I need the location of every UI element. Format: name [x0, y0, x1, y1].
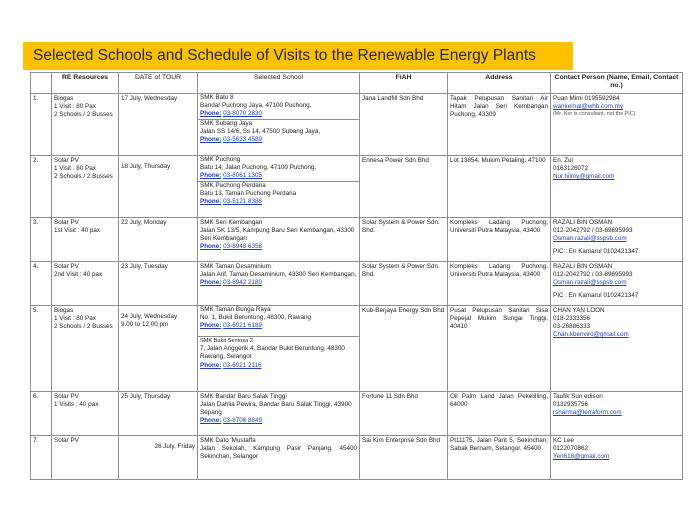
fiah: Solar System & Power Sdn. Bhd.	[360, 262, 448, 306]
contact-name: En. Zul	[553, 157, 573, 164]
school-address: Jalan Arif, Taman Desaminium, 43300 Seri Kembangan,	[200, 271, 357, 279]
selected-school	[198, 262, 360, 306]
contact-phone: 018-2333356	[553, 315, 591, 323]
re-type: Biogas	[54, 307, 74, 314]
table-row	[31, 306, 683, 392]
school-entry	[198, 306, 359, 336]
school-name: SMK Subang Jaya	[200, 120, 253, 128]
contact-phone: 0122070862	[553, 445, 589, 453]
re-visits: 1 Visits : 40 pax	[54, 401, 99, 409]
selected-school	[198, 94, 360, 156]
page-title: Selected Schools and Schedule of Visits to the Renewable Energy Plants	[23, 42, 573, 70]
selected-school	[198, 306, 360, 392]
school-phone-link[interactable]: 03-8070 2830	[223, 110, 262, 118]
table-row	[31, 262, 683, 306]
school-entry	[198, 119, 359, 145]
school-address: No. 1, Bukit Beruntung, 48300, Rawang	[200, 314, 311, 322]
fiah: Sai Kim Enterprise Sdn Bhd	[360, 436, 448, 480]
plant-address: Pt11175, Jalan Parit 5, Sekinchan, Sabak Bernam, Selangor, 45400	[448, 436, 551, 480]
table-row	[31, 436, 683, 480]
tour-date	[119, 306, 198, 392]
contact-email-link[interactable]: rsharma@terraform.com	[553, 409, 622, 417]
school-name: SMK Bandar Baru Salak Tinggi	[200, 393, 287, 400]
re-visits: 1 Visit : 80 Pax	[54, 315, 96, 323]
header-fiah: FiAH	[360, 73, 448, 94]
school-address: 7, Jalan Anggerik 4, Bandar Bukit Beruntung, 48300 Rawang, Selangor	[200, 345, 345, 361]
tour-date-text: 18 July, Thursday	[121, 163, 171, 170]
re-visits: 1 Visit : 80 Pax	[54, 103, 96, 111]
school-entry	[198, 336, 359, 370]
contact-pic: PIC : En Kamarul 0102421347	[553, 292, 639, 300]
tour-date	[119, 156, 198, 218]
re-resources	[52, 156, 119, 218]
row-number: 6.	[31, 392, 52, 436]
row-number: 1.	[31, 94, 52, 156]
re-resources	[52, 262, 119, 306]
contact-name: RAZALI BIN OSMAN	[553, 263, 613, 270]
contact-person	[551, 436, 683, 480]
re-visits: 2nd Visit : 40 pax	[54, 271, 103, 279]
school-address: Batu 14, Jalan Puchong, 47100 Puchong,	[200, 164, 317, 172]
fiah: Fortune 11 Sdn Bhd	[360, 392, 448, 436]
contact-person	[551, 156, 683, 218]
selected-school	[198, 436, 360, 480]
contact-email-link[interactable]: wankemal@whb.com.my	[553, 103, 624, 111]
contact-name: KC Lee	[553, 437, 575, 444]
tour-time: 9.00 to 12.00 pm	[121, 321, 169, 329]
tour-date-text: 24 July, Wednesday	[121, 313, 178, 320]
plant-address: Oil Palm Land Jalan Pekelilling, 64000	[448, 392, 551, 436]
re-visits: 1st Visit : 40 pax	[54, 227, 101, 235]
header-re-resources: RE Resources	[52, 73, 119, 94]
schedule-table	[30, 72, 683, 480]
header-row	[31, 73, 683, 94]
header-date: DATE of TOUR	[119, 73, 198, 94]
contact-name: RAZALI BIN OSMAN	[553, 219, 613, 226]
phone-label: Phone:	[200, 361, 222, 369]
header-school: Selected School	[198, 73, 360, 94]
contact-phone: 012-2042792 / 03-89695993	[553, 271, 633, 279]
contact-phone: 012-2042792 / 03-89695993	[553, 227, 633, 235]
school-name: SMK Seri Kembangan	[200, 219, 263, 226]
school-phone-link[interactable]: 03-6021 2116	[223, 361, 262, 369]
re-type: Solar PV	[54, 393, 79, 400]
header-contact: Contact Person (Name, Email, Contact no.)	[551, 73, 683, 94]
table-row	[31, 156, 683, 218]
re-type: Biogas	[54, 95, 74, 102]
tour-date-text: 26 July, Friday	[154, 443, 195, 450]
school-entry	[198, 156, 359, 181]
school-address: Bandar Puchong Jaya, 47100 Puchong,	[200, 102, 312, 110]
school-entry	[198, 94, 359, 119]
contact-email-link[interactable]: Yen618@gmail.com	[553, 453, 610, 461]
fiah: Solar System & Power Sdn. Bhd.	[360, 218, 448, 262]
school-address: Jalan SS 14/6, Ss 14, 47500 Subang Jaya,	[200, 128, 321, 136]
school-name: SMK Bukit Sentosa 2	[200, 338, 253, 345]
re-resources	[52, 218, 119, 262]
fiah: Jana Landfill Sdn Bhd	[360, 94, 448, 156]
contact-note: (Mr. Ker is consultant, not the PIC)	[553, 111, 636, 118]
phone-label: Phone:	[200, 417, 222, 425]
plant-address: Kompleks Ladang Puchong, Universiti Putra Malaysia, 43400	[448, 218, 551, 262]
phone-label: Phone:	[200, 198, 222, 206]
plant-address: Lot 13854, Mukim Petaling, 47100	[448, 156, 551, 218]
table-row	[31, 94, 683, 156]
contact-person	[551, 218, 683, 262]
re-buses: 2 Schools / 2 Busses	[54, 323, 113, 331]
contact-email-link[interactable]: Nur.hilmy@gmail.com	[553, 173, 615, 181]
row-number: 4.	[31, 262, 52, 306]
re-type: Solar PV	[54, 263, 79, 270]
contact-name: CHAN YAN LOON	[553, 307, 605, 314]
school-phone-link[interactable]: 03-8942 2180	[223, 279, 262, 287]
school-phone-link[interactable]: 03-8948 6358	[223, 243, 262, 251]
school-name: SMK Dato 'Mustaffa	[200, 437, 256, 444]
school-name: SMK Puchong Perdana	[200, 182, 266, 190]
school-name: SMK Batu 8	[200, 94, 234, 101]
contact-email-link[interactable]: Chan.kbenviro@gmail.com	[553, 331, 629, 339]
school-phone-link[interactable]: 03-8061 1305	[223, 172, 262, 180]
school-name: SMK Puchong	[200, 156, 241, 163]
phone-label: Phone:	[200, 136, 222, 144]
re-buses: 2 Schools / 2 Busses	[54, 111, 113, 119]
contact-person	[551, 262, 683, 306]
school-phone-link[interactable]: 03-6021 6189	[223, 322, 262, 330]
selected-school	[198, 218, 360, 262]
contact-pic: PIC : En Kamarul 0102421347	[553, 248, 639, 256]
re-type: Solar PV	[54, 157, 79, 164]
re-resources	[52, 306, 119, 392]
re-type: Solar PV	[54, 219, 79, 226]
plant-address: Kompleks Ladang Puchong, Universiti Putra Malaysia, 43400	[448, 262, 551, 306]
header-address: Address	[448, 73, 551, 94]
phone-label: Phone:	[200, 243, 222, 251]
school-address: Jalan SK 13/5, Kampung Baru Seri Kembangan, 43300 Seri Kembangan	[200, 227, 355, 243]
header-no	[31, 73, 52, 94]
table-row	[31, 218, 683, 262]
tour-date: 23 July, Tuesday	[119, 262, 198, 306]
re-buses: 2 Schools / 2 Busses	[54, 173, 113, 181]
school-address: Batu 13, Taman Puchong Perdana	[200, 190, 297, 198]
contact-phone: 0132935756	[553, 401, 589, 409]
selected-school	[198, 156, 360, 218]
re-resources	[52, 392, 119, 436]
plant-address: Tapak Pelupusan Sanitari Air Hitam Jalan Seri Kembangan Puchong, 43309	[448, 94, 551, 156]
fiah: Kub-Berjaya Energy Sdn Bhd	[360, 306, 448, 392]
tour-date: 17 July, Wednesday	[119, 94, 198, 156]
row-number: 5.	[31, 306, 52, 392]
re-resources	[52, 436, 119, 480]
school-name: SMK Taman Bunga Raya	[200, 306, 271, 313]
re-resources	[52, 94, 119, 156]
tour-date: 22 July, Monday	[119, 218, 198, 262]
re-visits: 1 Visit : 80 Pax	[54, 165, 96, 173]
phone-label: Phone:	[200, 172, 222, 180]
fiah: Ennesa Power Sdn Bhd	[360, 156, 448, 218]
tour-date	[119, 436, 198, 480]
school-name: SMK Taman Desaminium	[200, 263, 271, 270]
phone-label: Phone:	[200, 322, 222, 330]
phone-label: Phone:	[200, 110, 222, 118]
school-address: Jalan Sekolah, Kampung Pasir Panjang, 45400 Sekinchan, Selangor	[200, 445, 357, 461]
contact-email-link[interactable]: Osman.razali@sspsb.com	[553, 235, 627, 243]
contact-person	[551, 392, 683, 436]
school-phone-link[interactable]: 03-8706 8849	[223, 417, 262, 425]
tour-date: 25 July, Thursday	[119, 392, 198, 436]
row-number: 7.	[31, 436, 52, 480]
contact-person	[551, 94, 683, 156]
plant-address: Pusat Pelupusan Sanitari Sisa Pepejal Mukim Sungai Tinggi, 40410	[448, 306, 551, 392]
contact-phone-2: 03-26886333	[553, 323, 591, 331]
row-number: 3.	[31, 218, 52, 262]
school-phone-link[interactable]: 03-5121 8388	[223, 198, 262, 206]
school-address: Jalan Dahlia Pewira, Bandar Baru Salak Tinggi, 43900 Sepang	[200, 401, 352, 417]
contact-phone: 0163126072	[553, 165, 589, 173]
contact-name: Taufik Sun edison	[553, 393, 603, 400]
school-entry	[198, 181, 359, 207]
row-number: 2.	[31, 156, 52, 218]
school-phone-link[interactable]: 03-5633 4589	[223, 136, 262, 144]
phone-label: Phone:	[200, 279, 222, 287]
selected-school	[198, 392, 360, 436]
table-row	[31, 392, 683, 436]
contact-email-link[interactable]: Osman.razali@sspsb.com	[553, 279, 627, 287]
contact-name: Puan Mimi 0195592984	[553, 95, 620, 102]
contact-person	[551, 306, 683, 392]
re-type: Solar PV	[54, 437, 79, 444]
